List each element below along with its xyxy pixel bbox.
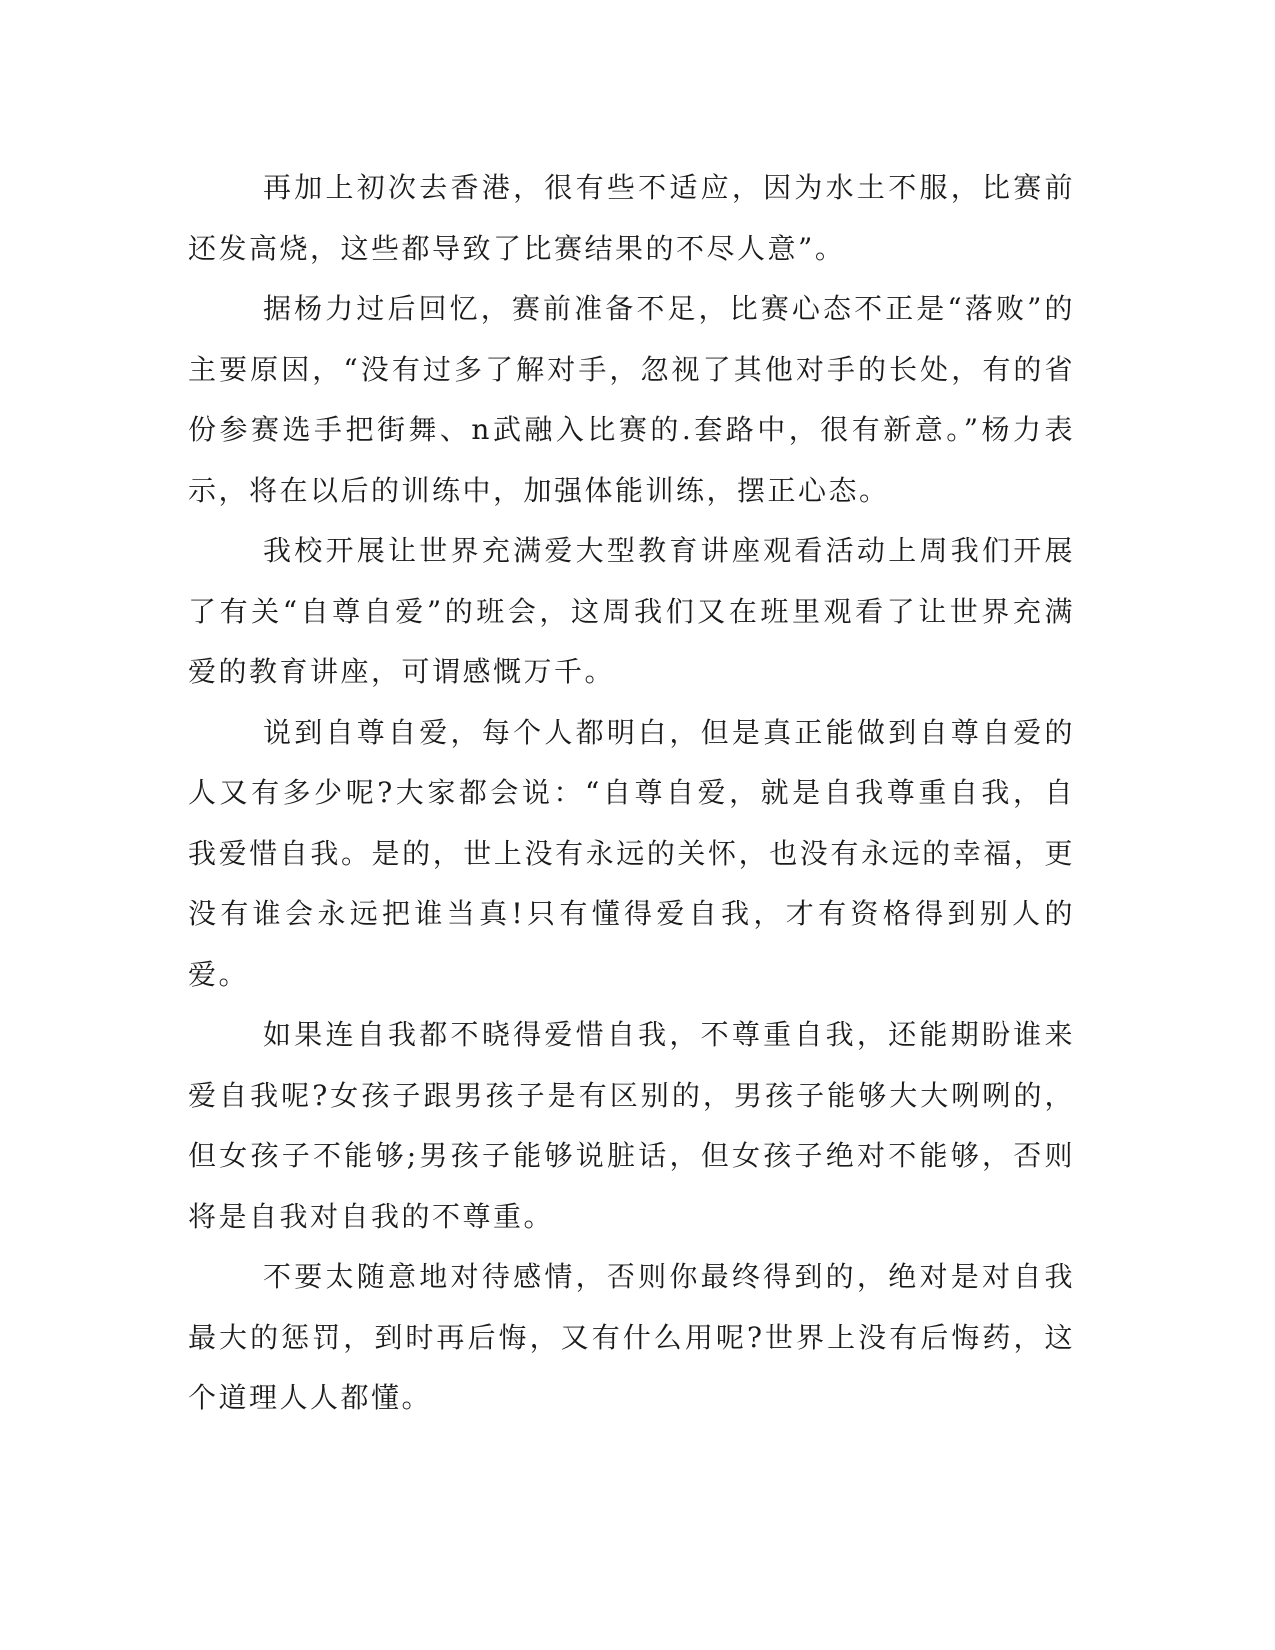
paragraph: 说到自尊自爱，每个人都明白，但是真正能做到自尊自爱的人又有多少呢?大家都会说：“自尊自爱，就是自我尊重自我，自我爱惜自我。是的，世上没有永远的关怀，也没有永远的幸福，更没有谁会永远把谁当真!只有懂得爱自我，才有资格得到别人的爱。 — [188, 715, 1075, 991]
paragraph: 我校开展让世界充满爱大型教育讲座观看活动上周我们开展了有关“自尊自爱”的班会，这周我们又在班里观看了让世界充满爱的教育讲座，可谓感慨万千。 — [188, 534, 1075, 688]
paragraph: 如果连自我都不晓得爱惜自我，不尊重自我，还能期盼谁来爱自我呢?女孩子跟男孩子是有区别的，男孩子能够大大咧咧的，但女孩子不能够;男孩子能够说脏话，但女孩子绝对不能够，否则将是自我对自我的不尊重。 — [188, 1018, 1075, 1233]
paragraph: 不要太随意地对待感情，否则你最终得到的，绝对是对自我最大的惩罚，到时再后悔，又有什么用呢?世界上没有后悔药，这个道理人人都懂。 — [188, 1260, 1075, 1414]
paragraph: 再加上初次去香港，很有些不适应，因为水土不服，比赛前还发高烧，这些都导致了比赛结果的不尽人意”。 — [188, 171, 1075, 265]
document-body — [188, 158, 1075, 1429]
paragraph: 据杨力过后回忆，赛前准备不足，比赛心态不正是“落败”的主要原因，“没有过多了解对手，忽视了其他对手的长处，有的省份参赛选手把街舞、n武融入比赛的.套路中，很有新意。”杨力表示，将在以后的训练中，加强体能训练，摆正心态。 — [188, 292, 1075, 507]
